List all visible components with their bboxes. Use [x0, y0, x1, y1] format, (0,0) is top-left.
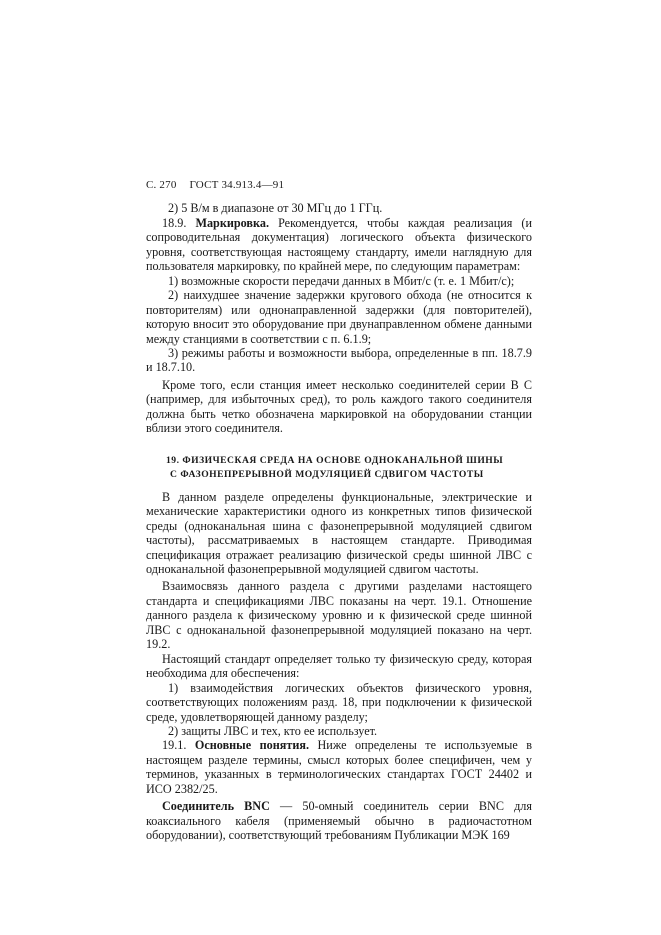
clause-text: Рекомендуется, чтобы каждая реализация (и сопроводительная документация) логического объекта физического уровня, соответствующая настоящему стандарту, имели наглядную для пользователя маркировку, по крайней мере, по следующим параметрам: — [146, 215, 533, 274]
clause-title: Маркировка. — [195, 215, 269, 230]
page-header — [146, 178, 532, 192]
list-item-modes: 3) режимы работы и возможности выбора, определенные в пп. 18.7.9 и 18.7.10. — [146, 345, 532, 375]
document-page — [146, 178, 532, 843]
section-heading-line2: С ФАЗОНЕПРЕРЫВНОЙ МОДУЛЯЦИЕЙ СДВИГОМ ЧАСТОТЫ — [170, 468, 484, 480]
clause-number: 18.9. — [162, 215, 187, 230]
clause-number: 19.1. — [162, 738, 187, 753]
paragraph-bnc-connector — [146, 799, 532, 842]
term-definition: — 50-омный соединитель серии BNC для коаксиального кабеля (применяемый обычно в радиочастотном оборудовании), соответствующий требованиям Публикации МЭК 169 — [146, 799, 532, 843]
paragraph-intro: В данном разделе определены функциональные, электрические и механические характеристики одного из конкретных типов физической среды (одноканальная шина с фазонепрерывной модуляцией сдвигом частоты), рассматриваемых в настоящем стандарте. Приводимая спецификация отражает реализацию физической среды шинной ЛВС с одноканальной фазонепрерывной модуляцией сдвигом частоты. — [146, 489, 532, 576]
standard-code: ГОСТ 34.913.4—91 — [189, 179, 285, 191]
list-item-interaction: 1) взаимодействия логических объектов физического уровня, соответствующих положениям разд. 18, при подключении к физической среде, удовлетворяющей данному разделу; — [146, 680, 532, 724]
list-item-protection: 2) защиты ЛВС и тех, кто ее использует. — [168, 723, 378, 738]
page-number: С. 270 — [146, 179, 177, 191]
paragraph-marking — [146, 216, 532, 274]
term: Соединитель BNC — [162, 799, 270, 814]
paragraph-relationship: Взаимосвязь данного раздела с другими разделами настоящего стандарта и спецификациями ЛВС показаны на черт. 19.1. Отношение данного раздела к физическому уровню и к физической среде шинной ЛВС с одноканальной фазонепрерывной модуляцией показано на черт. 19.2. — [146, 579, 532, 652]
paragraph-scope: Настоящий стандарт определяет только ту физическую среду, которая необходима для обеспечения: — [146, 651, 532, 681]
paragraph-field-strength: 2) 5 В/м в диапазоне от 30 МГц до 1 ГГц. — [168, 201, 383, 216]
paragraph-connectors: Кроме того, если станция имеет несколько соединителей серии В С (например, для избыточных сред), то роль каждого такого соединителя должна быть четко обозначена маркировкой на оборудовании станции вблизи этого соединителя. — [146, 377, 532, 436]
list-item-delay: 2) наихудшее значение задержки кругового обхода (не относится к повторителям) или однонаправленной задержки (для повторителей), которую вносит это оборудование при двунаправленном обмене данными между станциями в соответствии с п. 6.1.9; — [146, 288, 532, 346]
list-item-data-rate: 1) возможные скорости передачи данных в Мбит/с (т. е. 1 Мбит/с); — [168, 273, 515, 288]
section-heading-line1: 19. ФИЗИЧЕСКАЯ СРЕДА НА ОСНОВЕ ОДНОКАНАЛЬНОЙ ШИНЫ — [166, 454, 504, 466]
clause-text: Ниже определены те используемые в настоящем разделе термины, смысл которых более специфичен, чем у терминов, указанных в терминологических стандартах ГОСТ 24402 и ИСО 2382/25. — [146, 738, 532, 796]
paragraph-basic-concepts — [146, 738, 532, 796]
clause-title: Основные понятия. — [194, 738, 309, 753]
section-heading — [146, 454, 532, 482]
